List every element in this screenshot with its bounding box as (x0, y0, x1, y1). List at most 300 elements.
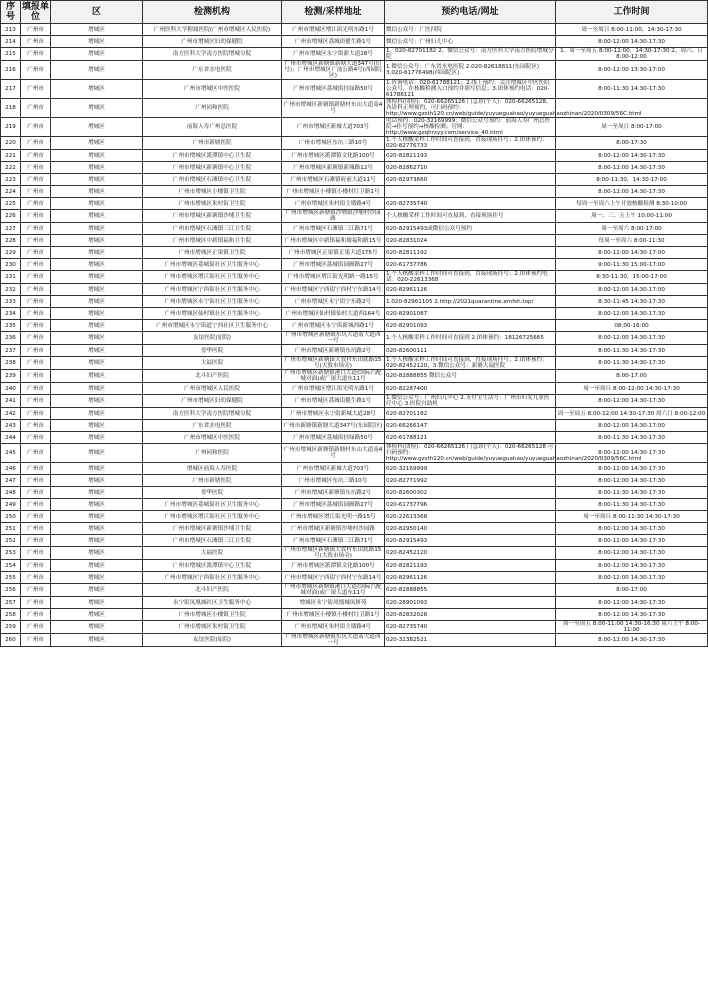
row-district: 增城区 (51, 24, 143, 36)
row-institution: 广州市新塘医院 (143, 137, 282, 150)
row-district: 增城区 (51, 61, 143, 80)
row-address: 广州市增城区新塘镇港口大道(国际汽配城对面)或广深大道东11号 (282, 584, 385, 597)
row-city: 广州市 (21, 621, 51, 634)
row-institution: 誉华医院 (143, 487, 282, 499)
row-contact: 个人核酸采样工作时间可直接到，直接现场挂号 (385, 210, 556, 223)
row-address: 广州市增城区新塘镇新城路12号 (282, 162, 385, 174)
table-row (1, 547, 708, 560)
row-address: 广州市增城区荔城街挂绿路50号 (282, 80, 385, 99)
row-city: 广州市 (21, 210, 51, 223)
row-address: 广州市增城区东坑三路10号 (282, 137, 385, 150)
row-hours: 8:00-11:30 14:30-17:30 (556, 80, 708, 99)
row-serial: 223 (1, 174, 21, 186)
row-serial: 230 (1, 259, 21, 271)
row-contact (385, 186, 556, 198)
table-row (1, 560, 708, 572)
row-hours: 周一至周日 8:00-12:00 14:30-17:30 (556, 383, 708, 395)
row-city: 广州市 (21, 395, 51, 408)
row-contact: 020-82950140 (385, 523, 556, 535)
row-address: 广州市增城区新塘镇沙埔村沙园路 (282, 523, 385, 535)
row-city: 广州市 (21, 547, 51, 560)
row-district: 增城区 (51, 36, 143, 48)
row-address: 广州市增城区派潭镇文化路100号 (282, 150, 385, 162)
row-district: 增城区 (51, 259, 143, 271)
table-row (1, 247, 708, 259)
row-city: 广州市 (21, 259, 51, 271)
row-contact: 1、020-82701182 2、微信公众号：南方医科大学南方医院增城分院 (386, 48, 554, 60)
row-hours: 8:00-12:00 14:30-17:30 (556, 634, 708, 647)
row-institution: 广州市增城区永宁街道宁西社区卫生服务中心 (143, 320, 282, 332)
row-contact: 1.020-82961105 2.http://2021quarantine.emfsh.top/ (385, 296, 556, 308)
row-city: 广州市 (21, 223, 51, 235)
row-serial: 214 (1, 36, 21, 48)
row-city: 广州市 (21, 408, 51, 420)
row-institution: 友谊医院(原院) (143, 332, 282, 345)
table-row (1, 621, 708, 634)
header-contact: 预约电话/网址 (385, 1, 556, 24)
row-district: 增城区 (51, 487, 143, 499)
row-district: 增城区 (51, 162, 143, 174)
row-city: 广州市 (21, 247, 51, 259)
row-serial: 252 (1, 535, 21, 547)
row-hours: 8:00-12:00 14:30-17:30 (556, 597, 708, 609)
row-serial: 221 (1, 150, 21, 162)
table-row (1, 572, 708, 584)
row-district: 增城区 (51, 332, 143, 345)
row-institution: 广州医科大学附属医院(广州市增城区人民医院) (143, 24, 282, 36)
row-address: 广州市增城区新塘镇东坑大道南大道西一号 (282, 634, 385, 647)
row-district: 增城区 (51, 499, 143, 511)
table-row (1, 137, 708, 150)
row-contact: 1.个人核酸采样工作时间可直接到，直接现场挂号；2.团体预约：020-82452120；3.微信公众号：新塘大福医院 (385, 357, 556, 370)
row-city: 广州市 (21, 80, 51, 99)
row-institution: 广州市增城区正果镇卫生院 (143, 247, 282, 259)
table-row (1, 332, 708, 345)
row-hours: 9:00-11:30 15:00-17:00 (556, 259, 708, 271)
row-city: 广州市 (21, 487, 51, 499)
table-row (1, 308, 708, 320)
table-row (1, 511, 708, 523)
row-hours: 周一至周日 8:00-11:00，14:30-17:30 (556, 24, 708, 36)
row-contact: 020-61788121 (385, 432, 556, 444)
row-institution: 广州市新塘医院 (143, 475, 282, 487)
row-address: 广州市增城区正果镇正果大道175号 (282, 247, 385, 259)
row-serial: 242 (1, 408, 21, 420)
row-district: 增城区 (51, 408, 143, 420)
row-hours: 8:00-12:00 14:30-17:30 (556, 332, 708, 345)
row-contact: 微信公众号：广医四院 (385, 24, 556, 36)
row-address: 广州市增城区新塘镇沙埔镇沙埔村沙园路 (282, 210, 385, 223)
row-institution: 大福医院 (143, 547, 282, 560)
row-serial: 215 (1, 48, 21, 61)
row-address: 广州市增城区新塘镇东坑路2号 (282, 345, 385, 357)
table-row (1, 463, 708, 475)
row-serial: 251 (1, 523, 21, 535)
row-hours: 8:00-12:00 14:30-17:00 (556, 247, 708, 259)
row-serial: 216 (1, 61, 21, 80)
row-address: 广州市增城区小楼镇小楼村红卫路1号 (282, 186, 385, 198)
row-address: 广州市增城区宁西街宁西村宁东路14号 (282, 572, 385, 584)
row-district: 增城区 (51, 432, 143, 444)
row-institution: 广州市增城区派潭镇中心卫生院 (143, 560, 282, 572)
row-contact: 020-82973660 (385, 174, 556, 186)
row-city: 广州市 (21, 475, 51, 487)
row-hours: 8:00-12:00 14:30-17:30 (556, 36, 708, 48)
row-address: 广州市增城区新塘镇大敦村东田底路15号(大敦市场旁) (282, 547, 385, 560)
row-institution: 大福医院 (143, 357, 282, 370)
row-city: 广州市 (21, 174, 51, 186)
row-city: 广州市 (21, 162, 51, 174)
row-district: 增城区 (51, 150, 143, 162)
table-row (1, 420, 708, 432)
row-district: 增城区 (51, 597, 143, 609)
row-serial: 232 (1, 284, 21, 296)
row-hours: 周一至周日 8:00-11:30 14:30-17:30 (556, 511, 708, 523)
row-address: 广州市增城区永宁街新城大道28号 (282, 408, 385, 420)
row-address: 广州市增城区小楼镇小楼村红卫路1号 (282, 609, 385, 621)
row-contact: 020-32382521 (385, 634, 556, 647)
header-institution: 检测机构 (143, 1, 282, 24)
row-city: 广州市 (21, 420, 51, 432)
row-district: 增城区 (51, 511, 143, 523)
row-address: 广州市增城区新塘镇新塘村东山大道南4号 (282, 99, 385, 118)
table-row (1, 80, 708, 99)
row-address: 广州市增城区新塘镇大敦村东田底路15号(大敦市场旁) (282, 357, 385, 370)
row-serial: 245 (1, 444, 21, 463)
row-hours: 8:00-11:30 14:30-17:30 (556, 499, 708, 511)
row-serial: 226 (1, 210, 21, 223)
row-hours: 8:00-12:00 13:30-17:00 (556, 61, 708, 80)
row-city: 广州市 (21, 634, 51, 647)
row-hours: 8:00-12:00 14:30-17:00 (556, 284, 708, 296)
row-address: 广州市增城区荔城街园圃路27号 (282, 499, 385, 511)
row-district: 增城区 (51, 198, 143, 210)
row-institution: 前海人寿广州总医院 (143, 118, 282, 137)
row-contact: 020-82452120 (385, 547, 556, 560)
row-serial: 234 (1, 308, 21, 320)
row-district: 增城区 (51, 535, 143, 547)
table-row (1, 118, 708, 137)
row-hours: 8:00-12:00 14:30-17:30 (556, 162, 708, 174)
row-institution: 广州市增城区派潭镇中心卫生院 (143, 150, 282, 162)
row-district: 增城区 (51, 345, 143, 357)
row-contact: 1.个人核酸采样工作时间可直接到 2.团体预约：18126725665 (385, 332, 556, 345)
row-hours: 8:00-11:30 14:30-17:30 (556, 487, 708, 499)
row-district: 增城区 (51, 247, 143, 259)
row-contact: 1.咨询电话：020-61788121；2.线上预约：关注增城区中医医院公众号，在核酸检测入口预约并填写信息；3.团体预约电话：020-61788121 (385, 80, 556, 99)
row-contact: 020-82862710 (385, 162, 556, 174)
header-serial: 序号 (1, 1, 21, 24)
row-address: 广州市增城区新塘镇新塘大道347号(旧号)；广州市增城区广汕公路4号(西园院区) (282, 61, 385, 80)
row-address: 广州市增城区新塘镇港口大道(国际汽配城对面)或广深大道东11号 (282, 370, 385, 383)
row-serial: 255 (1, 572, 21, 584)
table-row (1, 284, 708, 296)
row-contact: 020-82701182 (385, 408, 556, 420)
row-hours: 8:00-12:00 14:30-17:30 (556, 535, 708, 547)
row-contact: 020-82888855 (385, 584, 556, 597)
row-contact: 020-82735740 (385, 621, 556, 634)
row-institution: 友谊医院(原院) (143, 634, 282, 647)
row-institution: 广州市增城区石滩镇三江卫生院 (143, 223, 282, 235)
row-contact: 020-82600111 (385, 345, 556, 357)
row-address: 广州市增城区增江街光明东路1号 (282, 383, 385, 395)
row-serial: 249 (1, 499, 21, 511)
row-district: 增城区 (51, 357, 143, 370)
row-district: 增城区 (51, 584, 143, 597)
row-address: 广州市增城区新塘镇东坑路2号 (282, 487, 385, 499)
row-serial: 220 (1, 137, 21, 150)
row-hours: 8:00-11:30，14:30-17:00 (556, 174, 708, 186)
row-hours: 周一至周六 8:00-17:00 (556, 223, 708, 235)
row-hours: 8:00-12:00 14:30-17:30 (556, 150, 708, 162)
row-institution: 广东省水电医院 (143, 61, 282, 80)
row-contact: 020-82771992 (385, 475, 556, 487)
row-serial: 259 (1, 621, 21, 634)
table-row (1, 584, 708, 597)
row-contact: 020-82811192 (385, 247, 556, 259)
row-institution: 广州市增城区永宁街社区卫生服务中心 (143, 296, 282, 308)
table-row (1, 99, 708, 118)
row-city: 广州市 (21, 308, 51, 320)
row-institution: 广州市增城区妇幼保健院 (143, 36, 282, 48)
row-address: 广州市增城区永宁街新大道28号 (282, 48, 385, 61)
row-contact: 020-82600302 (385, 487, 556, 499)
row-district: 增城区 (51, 383, 143, 395)
row-address: 广州市增城区新城大道703号 (282, 118, 385, 137)
row-hours: 8:00-17:30 (556, 137, 708, 150)
row-hours: 8:00-12:00 14:30-17:30 (556, 463, 708, 475)
row-address: 广州市增城区新塘镇东坑大道南大道西一号 (282, 332, 385, 345)
row-contact: 020-82961126 (385, 284, 556, 296)
row-address: 广州市增城区增江街光明一路15号 (282, 511, 385, 523)
row-serial: 229 (1, 247, 21, 259)
row-contact: 020-82901093 (385, 320, 556, 332)
row-district: 增城区 (51, 80, 143, 99)
row-city: 广州市 (21, 320, 51, 332)
row-hours: 8:00-11:30 14:30-17:30 (556, 345, 708, 357)
row-address: 广州市增城区永宁街宁东路2号 (282, 296, 385, 308)
row-contact: 020-82901087 (385, 308, 556, 320)
table-row (1, 523, 708, 535)
row-district: 增城区 (51, 621, 143, 634)
row-city: 广州市 (21, 597, 51, 609)
row-district: 增城区 (51, 370, 143, 383)
row-institution: 广州市增城区朱村街卫生院 (143, 198, 282, 210)
table-row (1, 186, 708, 198)
row-institution: 广州同和医院 (143, 444, 282, 463)
row-hours: 8:00-12:00 14:30-17:30 (556, 547, 708, 560)
row-address: 广州市增城区朱村街主墩路4号 (282, 198, 385, 210)
row-district: 增城区 (51, 560, 143, 572)
row-contact: 020-66266147 (385, 420, 556, 432)
row-institution: 广州市增城区宁西街社区卫生服务中心 (143, 284, 282, 296)
row-institution: 广州市增城区新塘镇中心卫生院 (143, 162, 282, 174)
row-city: 广州市 (21, 36, 51, 48)
table-row (1, 499, 708, 511)
table-row (1, 408, 708, 420)
row-district: 增城区 (51, 634, 143, 647)
row-city: 广州市 (21, 535, 51, 547)
row-hours: 8:00-12:00 14:30-17:30 (556, 523, 708, 535)
row-institution: 广州市增城区石滩镇三江卫生院 (143, 535, 282, 547)
row-hours: 8:00-17:00 (556, 370, 708, 383)
row-city: 广州市 (21, 118, 51, 137)
table-row (1, 320, 708, 332)
row-district: 增城区 (51, 48, 143, 61)
table-row (1, 223, 708, 235)
row-serial: 248 (1, 487, 21, 499)
row-city: 广州市 (21, 271, 51, 284)
row-serial: 219 (1, 118, 21, 137)
row-serial: 247 (1, 475, 21, 487)
row-city: 广州市 (21, 332, 51, 345)
row-institution: 广东省水电医院 (143, 420, 282, 432)
row-serial: 218 (1, 99, 21, 118)
row-address: 广州市增城区荔城街健生路1号 (282, 36, 385, 48)
row-institution: 南方医科大学南方医院增城分院 (143, 48, 282, 61)
row-hours: 8:00-12:00 14:30-17:30 (556, 572, 708, 584)
row-city: 广州市 (21, 572, 51, 584)
row-district: 增城区 (51, 99, 143, 118)
row-district: 增城区 (51, 463, 143, 475)
row-contact: 电话预约：020-32169999；微信公众号预约：前海人寿广州总医院→挂号预约→核酸检测；官网：http://www.gzqhrsyy.com/service_40.html (385, 118, 556, 137)
row-city: 广州市 (21, 198, 51, 210)
row-city: 广州市 (21, 137, 51, 150)
row-district: 增城区 (51, 235, 143, 247)
row-hours: 周一至周五 8:00-12:00 14:30-17:30 周六日 8:00-12:00 (556, 408, 708, 420)
row-serial: 254 (1, 560, 21, 572)
row-address: 广州市增城区石滩镇府前大道11号 (282, 174, 385, 186)
row-contact: 1.个人核酸采样工作时间可直接到，直接现场挂号；2.团体预约：020-82776733 (385, 137, 556, 150)
row-city: 广州市 (21, 284, 51, 296)
row-city: 广州市 (21, 357, 51, 370)
row-address: 广州市新塘镇新塘大道347号(东园院区) (282, 420, 385, 432)
row-address: 广州市增城区东坑三路10号 (282, 475, 385, 487)
row-serial: 250 (1, 511, 21, 523)
row-hours: 08:00-16:00 (556, 320, 708, 332)
row-hours: 8:00-12:00 14:30-17:30 (556, 560, 708, 572)
row-city: 广州市 (21, 150, 51, 162)
row-city: 广州市 (21, 584, 51, 597)
row-serial: 260 (1, 634, 21, 647)
row-district: 增城区 (51, 609, 143, 621)
row-institution: 广州同和医院 (143, 99, 282, 118)
row-city: 广州市 (21, 24, 51, 36)
row-institution: 广州市增城区中医医院 (143, 80, 282, 99)
row-district: 增城区 (51, 118, 143, 137)
row-hours: 8:00-12:00 14:30-17:30 (556, 186, 708, 198)
row-city: 广州市 (21, 511, 51, 523)
table-row (1, 609, 708, 621)
row-institution: 增城区前海人寿医院 (143, 463, 282, 475)
row-city: 广州市 (21, 48, 51, 61)
table-row (1, 535, 708, 547)
row-institution: 北斗妇产医院 (143, 584, 282, 597)
row-hours: 8:30-11:45 14:30-17:30 (556, 296, 708, 308)
row-institution: 广州市增城区中新镇福和卫生院 (143, 235, 282, 247)
row-address: 广州市增城区增江街光明路一路15号 (282, 271, 385, 284)
row-district: 增城区 (51, 174, 143, 186)
row-contact: 020-82821193 (385, 560, 556, 572)
row-district: 增城区 (51, 271, 143, 284)
row-address: 广州市增城区宁西街宁西村宁东路14号 (282, 284, 385, 296)
row-address: 广州市增城区中新镇福和墟福和路15号 (282, 235, 385, 247)
row-city: 广州市 (21, 609, 51, 621)
row-city: 广州市 (21, 432, 51, 444)
row-district: 增城区 (51, 186, 143, 198)
table-row (1, 597, 708, 609)
row-contact: 020-82915493 (385, 535, 556, 547)
row-city: 广州市 (21, 235, 51, 247)
table-header-row (1, 1, 708, 24)
row-hours: 每周一至周六 8:00-11:30 (556, 235, 708, 247)
row-address: 广州市增城区仙村镇仙村大道西164号 (282, 308, 385, 320)
table-row (1, 198, 708, 210)
row-city: 广州市 (21, 463, 51, 475)
row-district: 增城区 (51, 320, 143, 332)
row-address: 广州市增城区永宁街新城西路1号 (282, 320, 385, 332)
row-city: 广州市 (21, 560, 51, 572)
row-address: 广州市增城区荔城街健生路1号 (282, 395, 385, 408)
row-contact: 020-82735740 (385, 198, 556, 210)
row-contact: 020-82832028 (385, 609, 556, 621)
row-institution: 广州市增城区新塘镇沙埔卫生院 (143, 210, 282, 223)
row-address: 广州市增城区荔城街挂绿路50号 (282, 432, 385, 444)
table-row (1, 487, 708, 499)
row-contact: 020-82821193 (385, 150, 556, 162)
row-hours: 周一、三、五上午 10:00-11:00 (556, 210, 708, 223)
row-address: 广州市增城区派潭镇文化路100号 (282, 560, 385, 572)
row-hours: 8:30-11:30，15:00-17:00 (556, 271, 708, 284)
row-address: 广州市增城区新塘镇新塘村东山大道南4号 (282, 444, 385, 463)
row-address: 广州市增城区新城大道703号 (282, 463, 385, 475)
row-serial: 224 (1, 186, 21, 198)
row-contact: 020-82287400 (385, 383, 556, 395)
table-row (1, 235, 708, 247)
row-serial: 244 (1, 432, 21, 444)
row-serial: 258 (1, 609, 21, 621)
row-institution: 广州市增城区仙村镇社区卫生服务中心 (143, 308, 282, 320)
row-contact: 020-82915493或微信公众号预约 (385, 223, 556, 235)
table-row (1, 357, 708, 370)
row-hours: 周一至周日 8:00-17:00 (556, 118, 708, 137)
row-hours: 8:00-12:00 14:30-17:30 (556, 308, 708, 320)
row-city: 广州市 (21, 370, 51, 383)
header-hours: 工作时间 (556, 1, 708, 24)
row-institution: 誉华医院 (143, 345, 282, 357)
row-hours: 每周一至周六上午开放核酸检测 8:30-10:00 (556, 198, 708, 210)
row-hours: 8:00-12:00 14:30-17:00 (556, 420, 708, 432)
row-serial: 233 (1, 296, 21, 308)
row-contact: 微信公众号：广州妇儿中心 (385, 36, 556, 48)
row-hours: 1、周一至周五 8:00-12:00，14:30-17:30 2、周六、日 8:00-12:00 (556, 48, 708, 61)
row-contact: 020-28901093 (385, 597, 556, 609)
row-city: 广州市 (21, 186, 51, 198)
row-district: 增城区 (51, 308, 143, 320)
row-district: 增城区 (51, 210, 143, 223)
table-row (1, 444, 708, 463)
row-institution: 永宁街凤凰城社区卫生服务中心 (143, 597, 282, 609)
row-district: 增城区 (51, 296, 143, 308)
table-row (1, 475, 708, 487)
row-contact: 体检科(团检)：020-66265126 门急诊(个人)：020-66265128，各诊科正理预约，可扫码预约：http://www.gzsth120.cn/web/guide/yuyueguahao/yuyueguahaozhinan/2020/0309/56C.html (386, 99, 642, 117)
row-institution: 广州市增城区妇幼保健院 (143, 395, 282, 408)
row-serial: 239 (1, 370, 21, 383)
row-serial: 256 (1, 584, 21, 597)
row-district: 增城区 (51, 523, 143, 535)
table-row (1, 296, 708, 308)
table-row (1, 36, 708, 48)
